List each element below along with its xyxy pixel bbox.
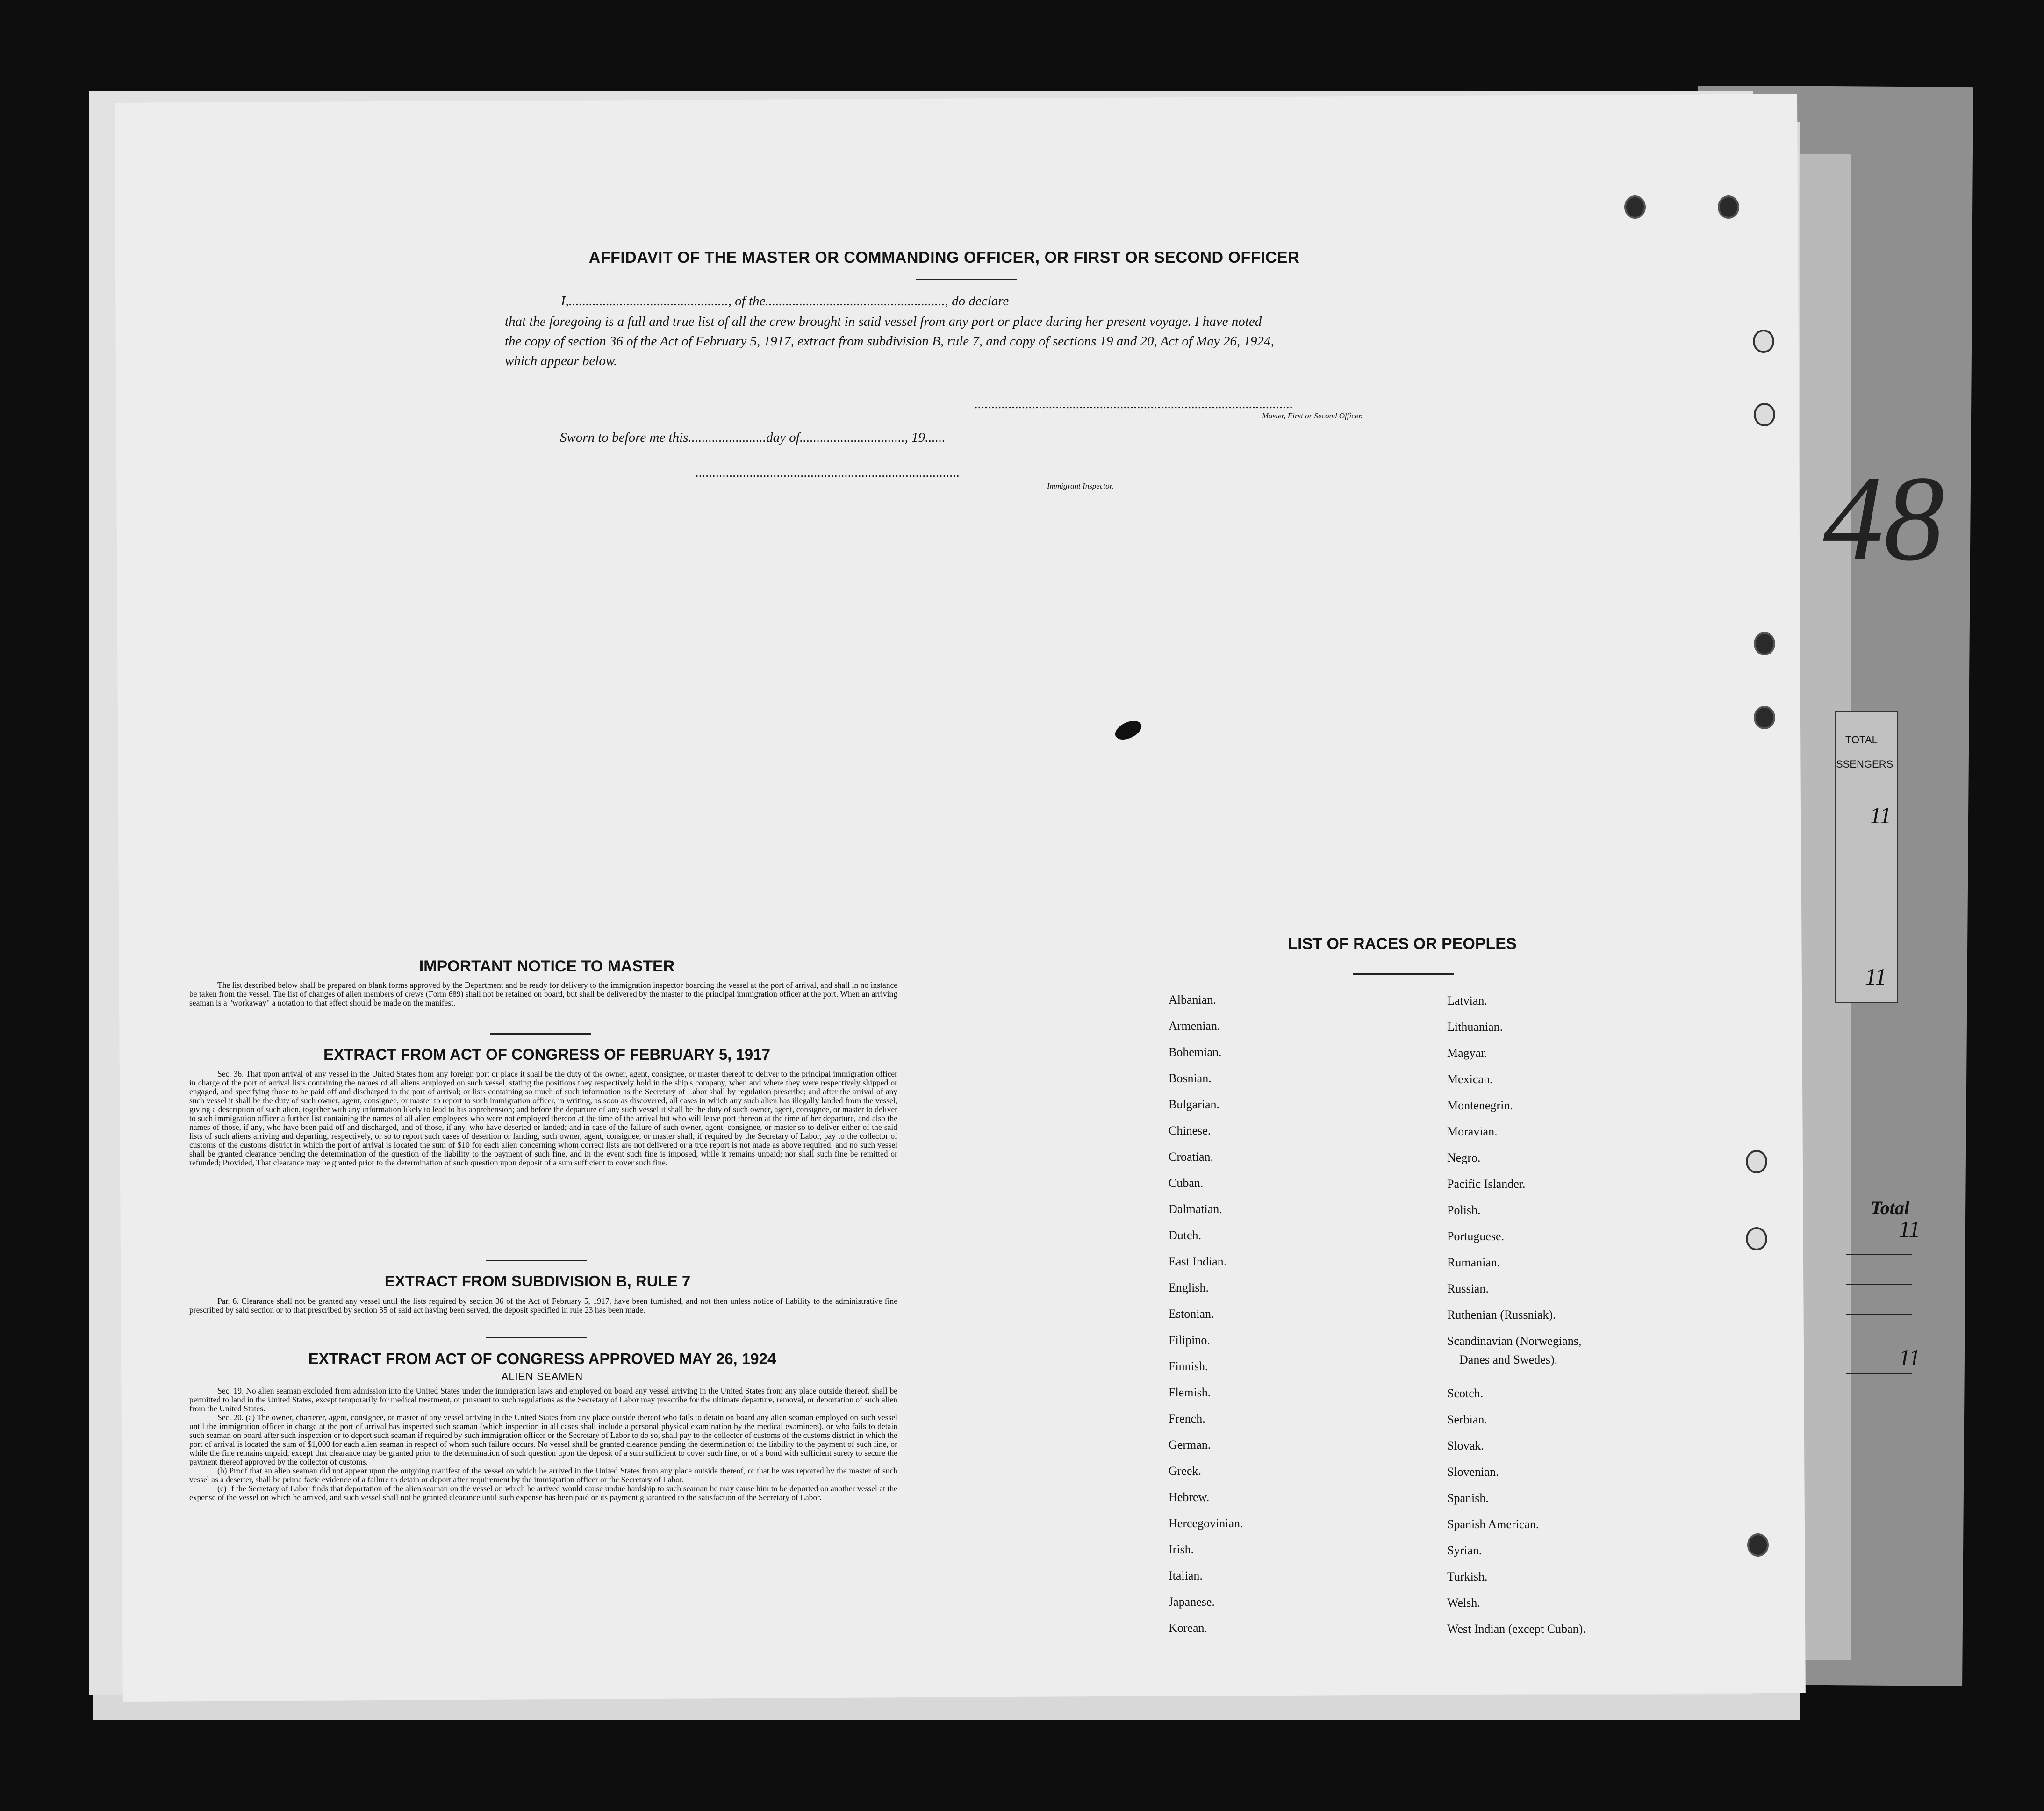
race-item: Russian. <box>1447 1282 1489 1295</box>
race-item: English. <box>1169 1281 1209 1294</box>
races-title: LIST OF RACES OR PEOPLES <box>1288 935 1517 953</box>
race-item: Rumanian. <box>1447 1256 1500 1269</box>
handwritten-count: 11 <box>1899 1344 1921 1371</box>
section-rule <box>490 1033 591 1035</box>
race-item: Moravian. <box>1447 1125 1498 1138</box>
handwritten-count: 11 <box>1899 1216 1921 1242</box>
punch-hole-icon <box>1747 1533 1769 1557</box>
section-19-text: Sec. 19. No alien seaman excluded from admission into the United States under the immigration laws and employed on board any vessel arriving in the United States from any place outside thereof, shall be permitted to land in the United States, except temporarily for medical treatment, or pursuant to such regulations as the Secretary of Labor may prescribe for the ultimate departure, removal, or deportation of such alien from the United States. <box>189 1386 897 1413</box>
ink-smudge <box>1112 717 1145 743</box>
race-item: Croatian. <box>1169 1150 1214 1164</box>
race-item: Montenegrin. <box>1447 1099 1513 1112</box>
race-item: Finnish. <box>1169 1359 1208 1373</box>
box-total-label: TOTAL <box>1845 734 1878 746</box>
race-item: Spanish. <box>1447 1491 1489 1505</box>
race-item: Slovak. <box>1447 1439 1484 1452</box>
race-item: Japanese. <box>1169 1595 1215 1609</box>
punch-hole-icon <box>1718 195 1739 219</box>
punch-hole-icon <box>1754 632 1775 655</box>
race-item: Lithuanian. <box>1447 1020 1503 1034</box>
race-item: East Indian. <box>1169 1255 1227 1268</box>
race-item: Bosnian. <box>1169 1071 1212 1085</box>
race-item: Turkish. <box>1447 1570 1488 1583</box>
punch-hole-icon <box>1754 403 1775 426</box>
race-item: Greek. <box>1169 1464 1202 1478</box>
punch-hole-icon <box>1754 706 1775 729</box>
signature-line: .............................................................................................. <box>975 396 1293 411</box>
section-rule <box>486 1337 587 1338</box>
notice-text: The list described below shall be prepared on blank forms approved by the Department and be ready for delivery to the immigration inspector boarding the vessel at the port of arrival, and shall in no instance be taken from the vessel. The list of changes of alien members of crews (Form 689) shall not be retained on board, but shall be delivered by the master to the principal immigration officer at the port. When an arriving seaman is a "workaway" a notation to that effect should be made on the manifest. <box>189 980 897 1007</box>
sworn-line: Sworn to before me this.......................day of..............................., 19...... <box>560 430 946 445</box>
race-item: Negro. <box>1447 1151 1481 1164</box>
race-item: Bohemian. <box>1169 1045 1222 1059</box>
notice-title: IMPORTANT NOTICE TO MASTER <box>419 957 675 975</box>
extract-1917-title: EXTRACT FROM ACT OF CONGRESS OF FEBRUARY 5, 1917 <box>323 1046 770 1063</box>
punch-hole-icon <box>1746 1150 1767 1173</box>
alien-seamen-subtitle: ALIEN SEAMEN <box>501 1371 583 1382</box>
race-item: Pacific Islander. <box>1447 1177 1526 1191</box>
race-item: Dalmatian. <box>1169 1202 1222 1216</box>
affidavit-text-line: the copy of section 36 of the Act of February 5, 1917, extract from subdivision B, rule 7, and copy of sections 19 and 20, Act of May 26, 1924, <box>505 334 1274 349</box>
affidavit-text-line: that the foregoing is a full and true list of all the crew brought in said vessel from any port or place during her present voyage. I have noted <box>505 314 1262 329</box>
affidavit-text-line: which appear below. <box>505 353 617 368</box>
inspector-signature-line: .............................................................................. <box>696 465 960 480</box>
subdivision-b-title: EXTRACT FROM SUBDIVISION B, RULE 7 <box>384 1272 691 1290</box>
race-item: Spanish American. <box>1447 1517 1539 1531</box>
race-item: Filipino. <box>1169 1333 1210 1347</box>
extract-1924-title: EXTRACT FROM ACT OF CONGRESS APPROVED MAY 26, 1924 <box>308 1350 776 1367</box>
race-item: Hercegovinian. <box>1169 1516 1243 1530</box>
race-item: Irish. <box>1169 1543 1194 1556</box>
section-20b-text: (b) Proof that an alien seaman did not appear upon the outgoing manifest of the vessel on which he arrived in the United States from any place outside thereof, or that he was reported by the master of such vessel as a deserter, shall be prima facie evidence of a failure to detain or deport after requirement by the immigration officer or the Secretary of Labor. <box>189 1466 897 1484</box>
race-item: Cuban. <box>1169 1176 1204 1190</box>
signature-label: Master, First or Second Officer. <box>1262 411 1363 420</box>
race-item: Syrian. <box>1447 1544 1482 1557</box>
title-rule <box>916 279 1017 280</box>
race-item: Chinese. <box>1169 1124 1211 1137</box>
race-item: Estonian. <box>1169 1307 1214 1321</box>
affidavit-title: AFFIDAVIT OF THE MASTER OR COMMANDING OFFICER, OR FIRST OR SECOND OFFICER <box>588 249 1300 266</box>
race-item: West Indian (except Cuban). <box>1447 1622 1586 1636</box>
punch-hole-icon <box>1624 195 1646 219</box>
race-item: Albanian. <box>1169 993 1216 1006</box>
race-item: Korean. <box>1169 1621 1208 1635</box>
race-item: Bulgarian. <box>1169 1098 1220 1111</box>
race-item: Dutch. <box>1169 1229 1202 1242</box>
race-item: German. <box>1169 1438 1211 1452</box>
race-item: Mexican. <box>1447 1072 1493 1086</box>
race-item: Portuguese. <box>1447 1229 1505 1243</box>
affidavit-declaration-line: I,..............................................., of the....................................................., do declare <box>561 294 1009 309</box>
race-item: Danes and Swedes). <box>1459 1353 1558 1366</box>
race-item: Magyar. <box>1447 1046 1487 1060</box>
race-item: Scotch. <box>1447 1387 1484 1400</box>
punch-hole-icon <box>1746 1227 1767 1250</box>
handwritten-count: 11 <box>1865 963 1887 990</box>
subdivision-b-text: Par. 6. Clearance shall not be granted any vessel until the lists required by section 36 of the Act of February 5, 1917, have been furnished, and not then unless notice of liability to the administrative fine prescribed by said section or to that prescribed by section 35 of said act having been served, the deposit specified in rule 23 has been made. <box>189 1296 897 1315</box>
race-item: Welsh. <box>1447 1596 1480 1610</box>
inspector-label: Immigrant Inspector. <box>1047 481 1114 490</box>
race-item: Italian. <box>1169 1569 1203 1582</box>
race-item: Armenian. <box>1169 1019 1220 1033</box>
handwritten-number: 48 <box>1823 451 1944 586</box>
race-item: Ruthenian (Russniak). <box>1447 1308 1556 1322</box>
punch-hole-icon <box>1753 330 1774 353</box>
race-item: Slovenian. <box>1447 1465 1499 1479</box>
race-item: French. <box>1169 1412 1205 1425</box>
race-item: Serbian. <box>1447 1413 1487 1426</box>
handwritten-count: 11 <box>1870 802 1892 828</box>
extract-1924-text <box>189 1387 897 1502</box>
section-20c-text: (c) If the Secretary of Labor finds that deportation of the alien seaman on the vessel on which he arrived would cause undue hardship to such seaman he may cause him to be deported on another vessel at the expense of the vessel on which he arrived, and such vessel shall not be granted clearance until such expense has been paid or its payment guaranteed to the satisfaction of the Secretary of Labor. <box>189 1484 897 1502</box>
race-item: Polish. <box>1447 1203 1481 1217</box>
box-passengers-label: SSENGERS <box>1836 758 1893 770</box>
race-item: Scandinavian (Norwegians, <box>1447 1334 1582 1348</box>
race-item: Hebrew. <box>1169 1490 1210 1504</box>
title-rule <box>1353 973 1454 975</box>
total-label: Total <box>1871 1197 1909 1218</box>
race-item: Flemish. <box>1169 1386 1211 1399</box>
extract-1917-text: Sec. 36. That upon arrival of any vessel in the United States from any foreign port or place it shall be the duty of the owner, agent, consignee, or master thereof to deliver to the principal immigration officer in charge of the port of arrival lists containing the names of all aliens employed on such vessel, stating the positions they respectively hold in the ship's company, when and where they were respectively shipped or engaged, and specifying those to be paid off and discharged in the port of arrival; or lists containing so much of such information as the Secretary of Labor shall by regulation prescribe; and after the arrival of any such vessel it shall be the duty of such owner, agent, consignee, or master to report to such immigration officer, in writing, as soon as discovered, all cases in which any such alien has illegally landed from the vessel, giving a description of such alien, together with any information likely to lead to his apprehension; and before the departure of any such vessel it shall be the duty of such owner, agent, consignee, or master to deliver to such immigration officer a further list containing the names of all alien employees who were not employed thereon at the time of the arrival but who will leave port thereon at the time of her departure, and also the names of those, if any, who have been paid off and discharged, and of those, if any, who have deserted or landed; and in case of the failure of such owner, agent, consignee, or master so to deliver either of the said lists of such aliens arriving and departing, respectively, or so to report such cases of desertion or landing, such owner, agent, consignee, or master shall, if required by the Secretary of Labor, pay to the collector of customs of the customs district in which the port of arrival is located the sum of $10 for each alien concerning whom correct lists are not delivered or a true report is not made as above required; and no such vessel shall be granted clearance pending the determination of the question of the liability to the payment of such fine, and in the event such fine is imposed, while it remains unpaid; nor shall such fine be remitted or refunded; Provided, That clearance may be granted prior to the determination of such question upon deposit of a sum sufficient to cover such fine. <box>189 1069 897 1167</box>
section-20a-text: Sec. 20. (a) The owner, charterer, agent, consignee, or master of any vessel arriving in the United States from any place outside thereof who fails to detain on board any alien seaman employed on such vessel until the immigration officer in charge at the port of arrival has inspected such seaman (which inspection in all cases shall include a personal physical examination by the medical examiners), or who fails to detain such seaman on board after such inspection or to deport such seaman if required by such immigration officer or the Secretary of Labor to do so, shall pay to the collector of customs of the customs district in which the port of arrival is located the sum of $1,000 for each alien seaman in respect of whom such failure occurs. No vessel shall be granted clearance pending the determination of the liability to the payment of such fine, or while the fine remains unpaid, except that clearance may be granted prior to the determination of such question upon the deposit of a sum sufficient to cover such fine, or of a bond with sufficient surety to secure the payment thereof approved by the collector of customs. <box>189 1413 897 1466</box>
section-rule <box>486 1260 587 1261</box>
race-item: Latvian. <box>1447 994 1487 1007</box>
